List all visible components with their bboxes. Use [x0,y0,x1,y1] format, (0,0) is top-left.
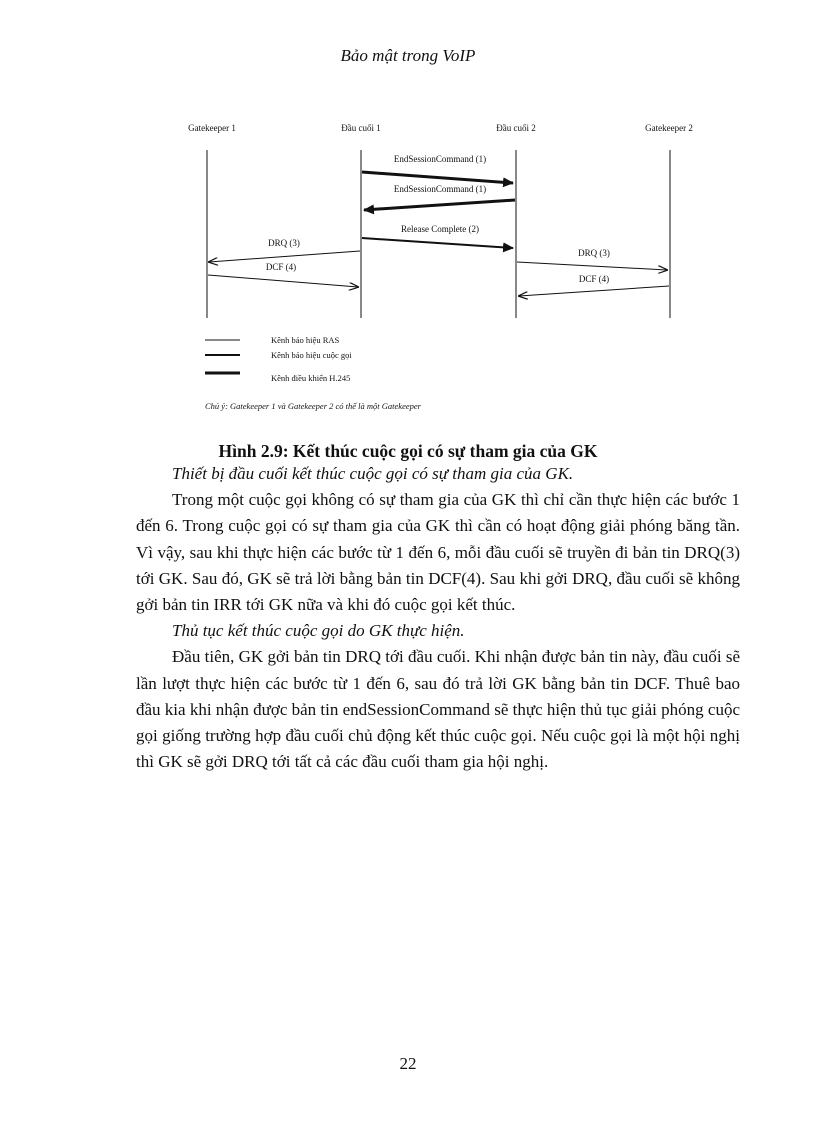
legend-label-ras: Kênh báo hiệu RAS [271,335,340,345]
message-label-endsession-1: EndSessionCommand (1) [393,154,487,164]
message-arrow-dcf-right [519,286,669,296]
message-arrow-dcf-left [208,275,358,287]
entity-label-terminal-2: Đầu cuối 2 [496,123,536,133]
paragraph-gk-procedure: Đầu tiên, GK gởi bản tin DRQ tới đầu cuối. Khi nhận được bản tin này, đầu cuối sẽ lần lượt thực hiện các bước từ 1 đến 6, sau đó trả lời GK bằng bản tin DCF. Thuê bao đầu kia khi nhận được bản tin endSessionCommand sẽ thực hiện thủ tục giải phóng cuộc gọi giống trường hợp đầu cuối chủ động kết thúc cuộc gọi. Nếu cuộc gọi là một hội nghị thì GK sẽ gởi DRQ tới tất cả các đầu cuối tham gia hội nghị. [136,647,740,772]
subheading-terminal-ends-call: Thiết bị đầu cuối kết thúc cuộc gọi có sự tham gia của GK. [172,464,574,483]
entity-label-gatekeeper-1: Gatekeeper 1 [188,123,236,133]
message-arrow-endsession-2 [364,200,515,210]
message-arrow-endsession-1 [362,172,513,183]
diagram-note: Chú ý: Gatekeeper 1 và Gatekeeper 2 có thể là một Gatekeeper [205,401,421,411]
message-label-release-complete: Release Complete (2) [401,224,479,234]
sequence-diagram [0,0,816,430]
paragraph-release-bandwidth: Trong một cuộc gọi không có sự tham gia của GK thì chỉ cần thực hiện các bước 1 đến 6. Trong cuộc gọi có sự tham gia của GK thì cần có hoạt động giải phóng băng tần. Vì vậy, sau khi thực hiện các bước từ 1 đến 6, mỗi đầu cuối sẽ truyền đi bản tin DRQ(3) tới GK. Sau đó, GK sẽ trả lời bằng bản tin DCF(4). Sau khi gởi DRQ, đầu cuối sẽ không gởi bản tin IRR tới GK nữa và khi đó cuộc gọi kết thúc. [136,490,740,615]
subheading-gk-ends-call: Thủ tục kết thúc cuộc gọi do GK thực hiện. [172,621,465,641]
page-number: 22 [399,1054,417,1073]
message-arrow-drq-right [517,262,667,270]
message-arrow-release-complete [362,238,513,248]
message-label-drq-right: DRQ (3) [578,248,610,258]
message-label-dcf-right: DCF (4) [578,274,610,284]
figure-caption: Hình 2.9: Kết thúc cuộc gọi có sự tham gia của GK [218,441,598,461]
entity-label-gatekeeper-2: Gatekeeper 2 [645,123,693,133]
message-label-dcf-left: DCF (4) [265,262,297,272]
page-header: Bảo mật trong VoIP [340,46,476,65]
message-label-endsession-2: EndSessionCommand (1) [393,184,487,194]
legend-label-h245: Kênh điều khiển H.245 [271,373,351,383]
entity-label-terminal-1: Đầu cuối 1 [341,123,381,133]
legend-label-call-signaling: Kênh báo hiệu cuộc gọi [271,350,352,360]
body-text [136,461,740,775]
message-arrow-drq-left [209,251,360,262]
message-label-drq-left: DRQ (3) [268,238,300,248]
